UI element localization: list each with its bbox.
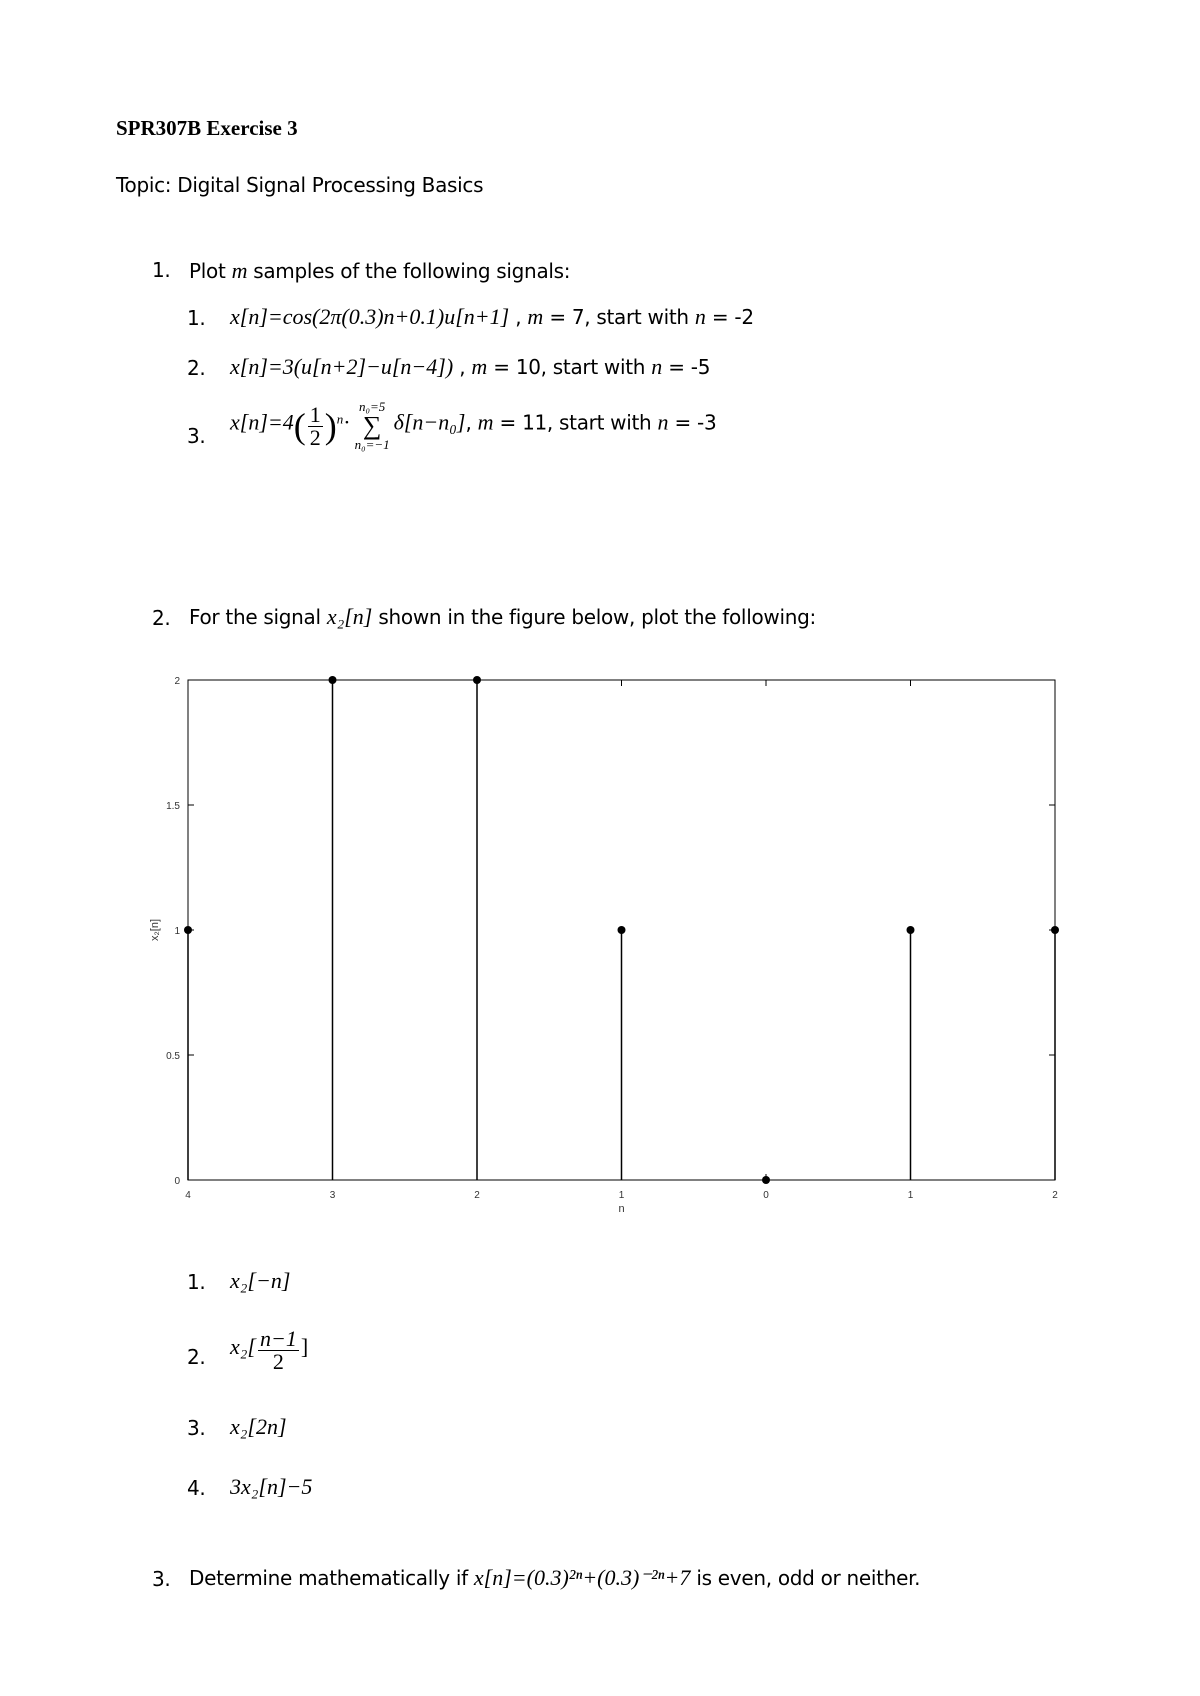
- q1-intro: Plot m samples of the following signals:: [189, 258, 571, 283]
- y-axis-label: x₂[n]: [149, 919, 161, 941]
- y-tick-label: 2: [174, 676, 180, 687]
- q2-intro: For the signal x₂[n] shown in the figure below, plot the following:: [189, 604, 816, 629]
- q1-item2-number: 2.: [187, 356, 206, 380]
- x-tick-label: 1: [907, 1190, 914, 1201]
- stem-marker: [329, 676, 337, 684]
- q1-item3: x[n]=4( $\frac{1}{2}$ )$^n$·n₀=5 ∑ n₀=−1δ[n−n₀], m = 11, start with n = -3: [230, 399, 717, 452]
- q2-item1-number: 1.: [187, 1270, 206, 1294]
- q2-item3: x₂[2n]: [230, 1414, 287, 1439]
- stem-marker: [1051, 926, 1059, 934]
- q1-item1-number: 1.: [187, 306, 206, 330]
- x-axis-label: n: [618, 1203, 625, 1215]
- y-tick-label: 1: [174, 926, 180, 937]
- y-tick-label: 0.5: [166, 1051, 180, 1062]
- q2-number: 2.: [152, 606, 171, 630]
- stem-marker: [473, 676, 481, 684]
- q2-item1: x₂[−n]: [230, 1268, 291, 1293]
- q2-item3-number: 3.: [187, 1416, 206, 1440]
- q1-item3-number: 3.: [187, 424, 206, 448]
- signal-stem-plot: [140, 668, 1100, 1228]
- q2-item2-number: 2.: [187, 1345, 206, 1369]
- q2-item4: 3x₂[n]−5: [230, 1474, 313, 1499]
- q1-item2: x[n]=3(u[n+2]−u[n−4]) , m = 10, start with n = -5: [230, 354, 711, 379]
- q2-signal: x₂[n]: [326, 604, 373, 629]
- x-tick-label: 0: [763, 1190, 769, 1201]
- stem-marker: [618, 926, 626, 934]
- q3-text: Determine mathematically if x[n]=(0.3)²ⁿ+(0.3)⁻²ⁿ+7 is even, odd or neither.: [189, 1565, 921, 1590]
- q1-number: 1.: [152, 258, 171, 282]
- q2-item4-number: 4.: [187, 1476, 206, 1500]
- x-tick-label: 2: [474, 1190, 480, 1201]
- x-tick-label: 2: [1052, 1190, 1058, 1201]
- y-tick-label: 1.5: [166, 801, 180, 812]
- q1-item1: x[n]=cos(2π(0.3)n+0.1)u[n+1] , m = 7, start with n = -2: [230, 304, 754, 329]
- topic-line: Topic: Digital Signal Processing Basics: [116, 173, 484, 197]
- stem-marker: [184, 926, 192, 934]
- stem-marker: [762, 1176, 770, 1184]
- x-tick-label: 4: [185, 1190, 191, 1201]
- q1-item1-formula: x[n]=cos(2π(0.3)n+0.1)u[n+1]: [230, 304, 510, 329]
- q3-formula: x[n]=(0.3)²ⁿ+(0.3)⁻²ⁿ+7: [473, 1565, 691, 1590]
- q2-item2: x₂[ $\frac{n-1}{2}$ ]: [230, 1326, 309, 1374]
- document-title: SPR307B Exercise 3: [116, 116, 298, 140]
- y-tick-label: 0: [174, 1176, 180, 1187]
- x-tick-label: 1: [618, 1190, 625, 1201]
- x-tick-label: 3: [329, 1190, 336, 1201]
- stem-marker: [907, 926, 915, 934]
- q3-number: 3.: [152, 1567, 171, 1591]
- q1-item2-formula: x[n]=3(u[n+2]−u[n−4]): [230, 354, 454, 379]
